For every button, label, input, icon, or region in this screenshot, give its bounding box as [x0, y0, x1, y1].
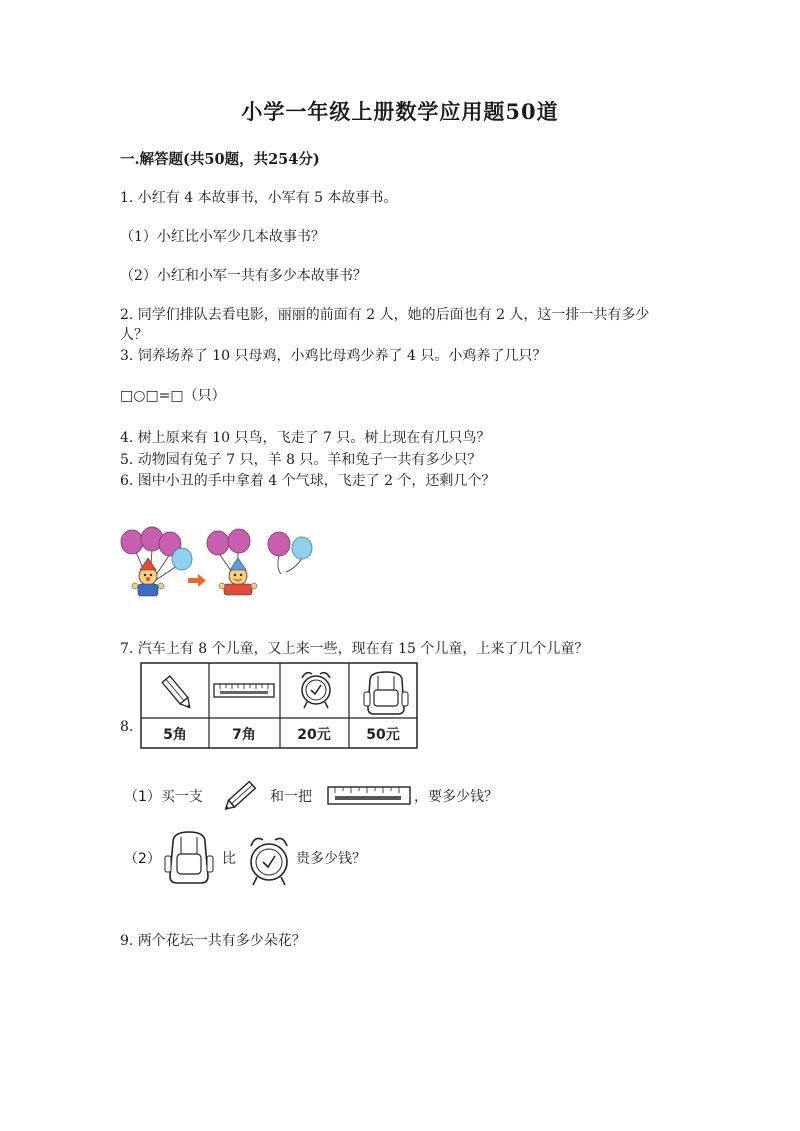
question-4-stem: 4. 树上原来有 10 只鸟，飞走了 7 只。树上现在有几只鸟？ — [120, 430, 491, 446]
question-9-stem: 9. 两个花坛一共有多少朵花？ — [120, 933, 306, 949]
question-8-sub-2-prefix: （2） — [124, 851, 161, 867]
page-title: 小学一年级上册数学应用题50道 — [241, 99, 559, 124]
clown-balloons-illustration — [118, 528, 318, 600]
question-8-sub-1-prefix: （1）买一支 — [124, 789, 203, 805]
price-table — [140, 662, 420, 750]
pencil-icon — [220, 774, 266, 814]
question-3-stem: 3. 饲养场养了 10 只母鸡，小鸡比母鸡少养了 4 只。小鸡养了几只？ — [120, 348, 547, 364]
price-pencil: 5角 — [163, 727, 187, 743]
price-ruler: 7角 — [232, 727, 256, 743]
question-5-stem: 5. 动物园有兔子 7 只，羊 8 只。羊和兔子一共有多少只？ — [120, 452, 482, 468]
price-backpack: 50元 — [366, 727, 400, 743]
ruler-icon — [327, 785, 412, 807]
alarm-clock-icon — [243, 832, 295, 888]
question-8-sub-1-suffix: ，要多少钱？ — [414, 789, 498, 805]
question-2-stem: 2. 同学们排队去看电影，丽丽的前面有 2 人，她的后面也有 2 人，这一排一共有多少人？ — [120, 307, 650, 343]
backpack-icon — [164, 830, 214, 886]
question-8-sub-1-middle: 和一把 — [270, 789, 312, 805]
question-8-number: 8. — [120, 719, 134, 735]
question-1-sub-2: （2）小红和小军一共有多少本故事书？ — [120, 268, 367, 284]
section-heading: 一.解答题(共50题，共254分) — [120, 151, 320, 168]
flying-away-balloons — [268, 532, 312, 574]
arrow-icon — [188, 574, 206, 587]
ruler-icon — [214, 684, 274, 697]
clown-with-four-balloons — [121, 527, 192, 596]
clown-with-two-balloons — [207, 529, 257, 595]
question-6-stem: 6. 图中小丑的手中拿着 4 个气球，飞走了 2 个，还剩几个？ — [120, 473, 496, 489]
question-8-sub-2-middle: 比 — [222, 851, 236, 867]
price-alarm-clock: 20元 — [297, 727, 331, 743]
question-8-sub-2-suffix: 贵多少钱？ — [296, 851, 366, 867]
question-3-formula: □○□=□（只） — [120, 388, 226, 404]
backpack-icon — [364, 672, 408, 714]
question-1-stem: 1. 小红有 4 本故事书，小军有 5 本故事书。 — [120, 190, 398, 206]
question-7-stem: 7. 汽车上有 8 个儿童，又上来一些，现在有 15 个儿童，上来了几个儿童？ — [120, 641, 589, 657]
question-1-sub-1: （1）小红比小军少几本故事书？ — [120, 229, 325, 245]
